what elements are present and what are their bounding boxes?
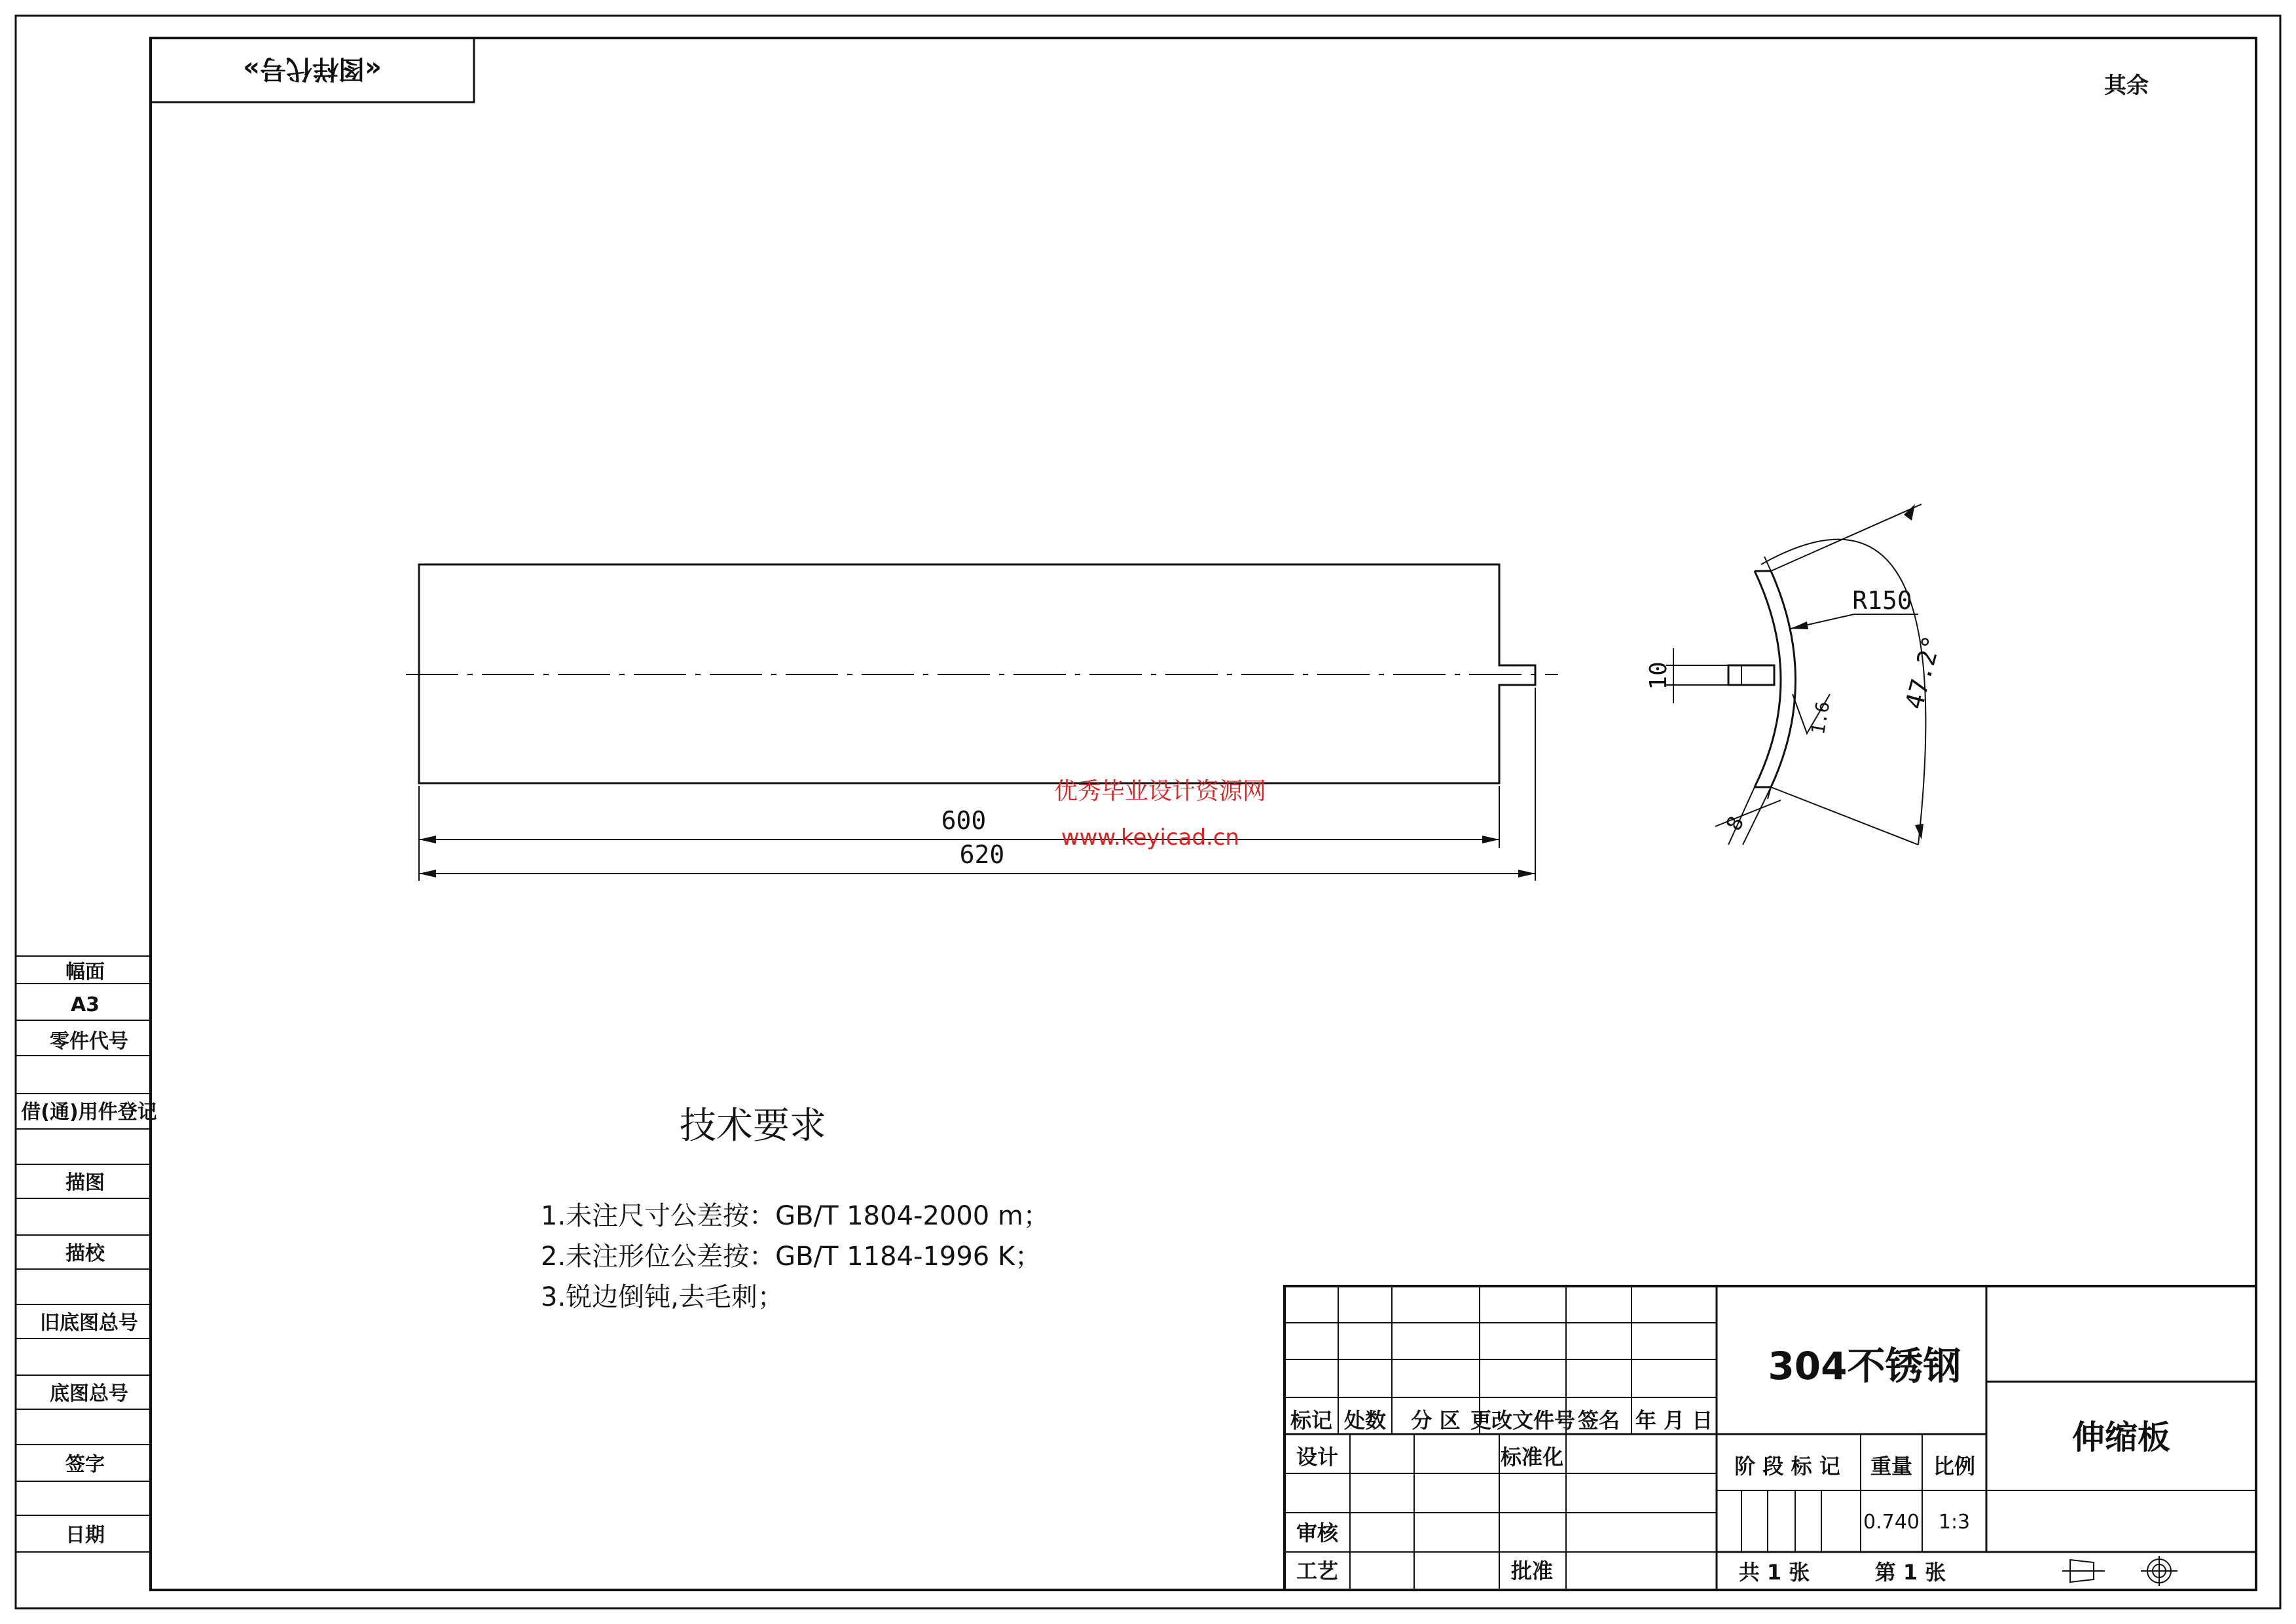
tb-header-count: 处数 <box>1343 1408 1387 1433</box>
left-strip-date: 日期 <box>65 1524 105 1547</box>
arc-outer <box>1755 571 1781 787</box>
left-strip-signature: 签字 <box>65 1453 105 1476</box>
watermark-url: www.keyicad.cn <box>1061 824 1240 851</box>
dim-600-text: 600 <box>941 806 987 835</box>
side-view <box>1666 504 1925 845</box>
tb-review-label: 审核 <box>1296 1521 1339 1545</box>
left-strip-labels <box>21 961 156 1547</box>
watermark-title: 优秀毕业设计资源网 <box>1053 778 1267 805</box>
dim-thickness-text: 8 <box>1721 812 1749 835</box>
tech-requirements <box>541 1105 1049 1312</box>
drawing-number-stamp <box>151 38 474 102</box>
tb-weight-label: 重量 <box>1870 1454 1913 1479</box>
tech-requirement-2: 2.未注形位公差按：GB/T 1184-1996 K； <box>541 1242 1042 1272</box>
tb-part-name: 伸缩板 <box>2072 1418 2170 1456</box>
drawing-number-stamp-text: «图样代号» <box>243 54 382 84</box>
left-strip-format: 幅面 <box>65 961 105 984</box>
tb-weight-value: 0.740 <box>1863 1511 1920 1534</box>
dim-r150-text: R150 <box>1852 586 1912 615</box>
tb-header-date: 年 月 日 <box>1635 1408 1713 1433</box>
side-view-tab <box>1728 665 1774 685</box>
tb-header-zone: 分 区 <box>1411 1408 1461 1433</box>
tb-sheet-number: 第 1 张 <box>1874 1560 1946 1585</box>
tech-requirement-1: 1.未注尺寸公差按：GB/T 1804-2000 m； <box>541 1201 1049 1231</box>
left-strip-base-no: 底图总号 <box>50 1382 128 1405</box>
dim-620-text: 620 <box>959 840 1005 869</box>
tb-process-label: 工艺 <box>1296 1559 1339 1583</box>
tb-scale-value: 1:3 <box>1938 1511 1971 1534</box>
projection-symbol-icon <box>2062 1556 2178 1586</box>
surface-roughness-note: 其余 <box>2104 73 2149 99</box>
roughness-value-text: 1.6 <box>1807 699 1834 737</box>
tb-design-label: 设计 <box>1296 1445 1339 1469</box>
left-strip-trace: 描图 <box>65 1172 105 1194</box>
left-strip-trace-check: 描校 <box>65 1242 105 1265</box>
tech-requirement-3: 3.锐边倒钝,去毛刺； <box>541 1282 784 1312</box>
angle-dim-arc <box>1761 540 1925 845</box>
tb-header-signature: 签名 <box>1577 1408 1620 1433</box>
tb-stage-mark-label: 阶 段 标 记 <box>1734 1454 1840 1479</box>
title-block-text <box>1290 1344 2170 1585</box>
dim-10-text: 10 <box>1645 661 1672 690</box>
dim-angle-text: 47.2° <box>1899 632 1947 712</box>
tb-total-sheets: 共 1 张 <box>1738 1560 1810 1585</box>
tb-standardization-label: 标准化 <box>1500 1445 1564 1469</box>
tb-header-mark: 标记 <box>1290 1408 1333 1433</box>
left-strip-a3: A3 <box>70 993 100 1016</box>
tb-approve-label: 批准 <box>1510 1559 1554 1583</box>
r150-leader <box>1791 614 1918 629</box>
tb-scale-label: 比例 <box>1933 1454 1976 1479</box>
tb-header-change-doc: 更改文件号 <box>1470 1408 1576 1433</box>
left-strip-old-base-no: 旧底图总号 <box>40 1312 138 1335</box>
tb-material: 304不锈钢 <box>1768 1344 1961 1388</box>
left-strip-part-code: 零件代号 <box>50 1030 128 1053</box>
left-strip-borrowed-register: 借(通)用件登记 <box>21 1101 157 1124</box>
tech-requirements-title: 技术要求 <box>680 1105 826 1147</box>
